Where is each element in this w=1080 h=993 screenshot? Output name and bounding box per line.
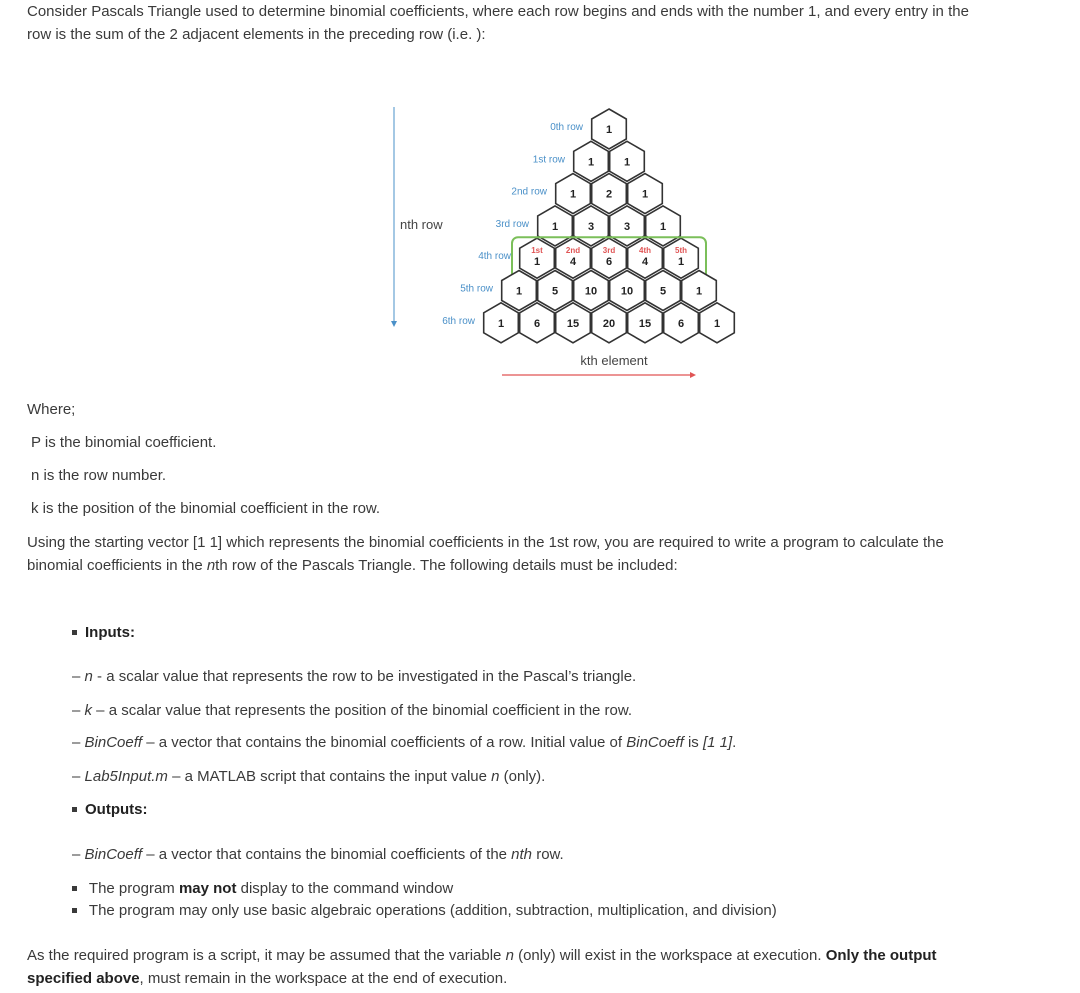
input-item-lab5input	[72, 767, 545, 787]
rule-bold: may not	[178, 880, 237, 897]
cell-value: 1	[677, 256, 685, 269]
input-name: n	[84, 668, 93, 685]
input-em: n	[491, 768, 500, 785]
kth-element-label: kth element	[580, 353, 648, 368]
row-label: 2nd row	[511, 186, 547, 198]
cell-value: 1	[605, 124, 613, 136]
closing-text-3: , must remain in the workspace at the end of execution.	[139, 970, 508, 987]
cell-value: 4	[569, 256, 577, 269]
cell-value: 1	[659, 220, 667, 233]
row-label: 5th row	[460, 283, 493, 295]
input-em: BinCoeff	[626, 734, 684, 751]
cell-value: 1	[713, 317, 721, 330]
input-name: Lab5Input.m	[84, 768, 168, 785]
inputs-heading: Inputs:	[85, 624, 135, 641]
cell-value: 15	[638, 317, 652, 330]
closing-text-2: (only) will exist in the workspace at execution.	[513, 947, 826, 964]
dash: –	[72, 702, 85, 719]
nth-row-arrowhead	[391, 321, 397, 327]
cell-value: 1	[623, 156, 631, 169]
where-k-definition: k is the position of the binomial coefficient in the row.	[31, 500, 381, 517]
output-desc-2: row.	[532, 846, 564, 863]
row-label: 3rd row	[495, 218, 529, 230]
input-name: BinCoeff	[84, 734, 143, 751]
cell-value: 1	[587, 156, 595, 169]
task-line-1: Using the starting vector [1 1] which represents the binomial coefficients in the 1st row, you are required to write a program to calculate the	[27, 534, 944, 551]
cell-value: 1	[533, 256, 541, 269]
input-desc: – a MATLAB script that contains the input value	[167, 768, 492, 785]
pascal-triangle-figure	[380, 95, 750, 389]
task-line-2-post: th row of the Pascals Triangle. The following details must be included:	[215, 557, 678, 574]
input-desc: - a scalar value that represents the row to be investigated in the Pascal’s triangle.	[92, 668, 637, 685]
row-label: 0th row	[550, 122, 583, 133]
row-label: 4th row	[478, 251, 511, 263]
cell-value: 1	[497, 317, 505, 330]
cell-value: 6	[605, 256, 613, 269]
input-desc-3: .	[732, 734, 737, 751]
inputs-heading-bullet	[72, 623, 135, 643]
input-desc-2: (only).	[499, 768, 546, 785]
pascal-triangle-diagram	[380, 95, 750, 385]
row4-ordinal: 5th	[675, 246, 687, 256]
dash: –	[72, 734, 85, 751]
where-heading: Where;	[27, 401, 76, 418]
row4-ordinal: 3rd	[602, 246, 616, 256]
dash: –	[72, 768, 85, 785]
cell-value: 5	[659, 285, 667, 298]
task-line-2-pre: binomial coefficients in the	[27, 557, 207, 574]
cell-value: 5	[551, 285, 559, 298]
output-em: nth	[511, 846, 533, 863]
cell-value: 3	[587, 220, 595, 233]
outputs-heading-bullet	[72, 800, 147, 820]
task-paragraph	[27, 531, 1027, 577]
cell-value: 3	[623, 220, 631, 233]
input-item-n	[72, 667, 636, 687]
cell-value: 15	[566, 317, 580, 330]
closing-bold: Only the output	[825, 947, 937, 964]
cell-value: 6	[533, 317, 541, 330]
cell-value: 1	[551, 220, 559, 233]
input-item-k	[72, 701, 632, 721]
row4-ordinal: 1st	[531, 246, 543, 256]
input-em-2: [1 1]	[702, 734, 733, 751]
row4-ordinal: 4th	[639, 246, 651, 256]
outputs-heading: Outputs:	[85, 801, 148, 818]
cell-value: 1	[515, 285, 523, 298]
input-desc-2: is	[683, 734, 703, 751]
rule-text-post: display to the command window	[236, 880, 454, 897]
closing-paragraph	[27, 944, 1027, 990]
input-item-bincoeff	[72, 733, 736, 753]
rule-text: The program may only use basic algebraic operations (addition, subtraction, multiplication, and division)	[88, 902, 777, 919]
closing-text: As the required program is a script, it may be assumed that the variable	[27, 947, 506, 964]
output-desc: – a vector that contains the binomial coefficients of the	[142, 846, 512, 863]
row4-ordinal: 2nd	[565, 246, 581, 256]
intro-paragraph	[27, 0, 1027, 46]
cell-value: 10	[620, 285, 634, 298]
cell-value: 6	[677, 317, 685, 330]
row-label: 6th row	[442, 315, 475, 327]
intro-line-1: Consider Pascals Triangle used to determine binomial coefficients, where each row begins and ends with the number 1, and every entry in the	[27, 3, 969, 20]
cell-value: 10	[584, 285, 598, 298]
cell-value: 4	[641, 256, 649, 269]
input-desc: – a scalar value that represents the position of the binomial coefficient in the row.	[92, 702, 633, 719]
intro-line-2: row is the sum of the 2 adjacent elements in the preceding row (i.e. ):	[27, 26, 486, 43]
nth-row-label: nth row	[400, 217, 443, 232]
row-label: 1st row	[532, 154, 565, 166]
rule-text: The program	[88, 880, 179, 897]
input-name: k	[84, 702, 93, 719]
output-name: BinCoeff	[84, 846, 143, 863]
closing-bold-2: specified above	[27, 970, 140, 987]
cell-value: 20	[602, 317, 616, 330]
kth-element-arrowhead	[690, 372, 696, 378]
rule-no-display	[72, 879, 453, 899]
closing-em: n	[505, 947, 514, 964]
input-desc: – a vector that contains the binomial coefficients of a row. Initial value of	[142, 734, 627, 751]
cell-value: 1	[641, 188, 649, 201]
rule-basic-ops	[72, 901, 777, 921]
cell-value: 2	[605, 188, 613, 201]
output-item-bincoeff	[72, 845, 564, 865]
where-n-definition: n is the row number.	[31, 467, 167, 484]
dash: –	[72, 846, 85, 863]
where-p-definition: P is the binomial coefficient.	[31, 434, 217, 451]
dash: –	[72, 668, 85, 685]
task-line-2-em: n	[206, 557, 216, 574]
cell-value: 1	[569, 188, 577, 201]
cell-value: 1	[695, 285, 703, 298]
